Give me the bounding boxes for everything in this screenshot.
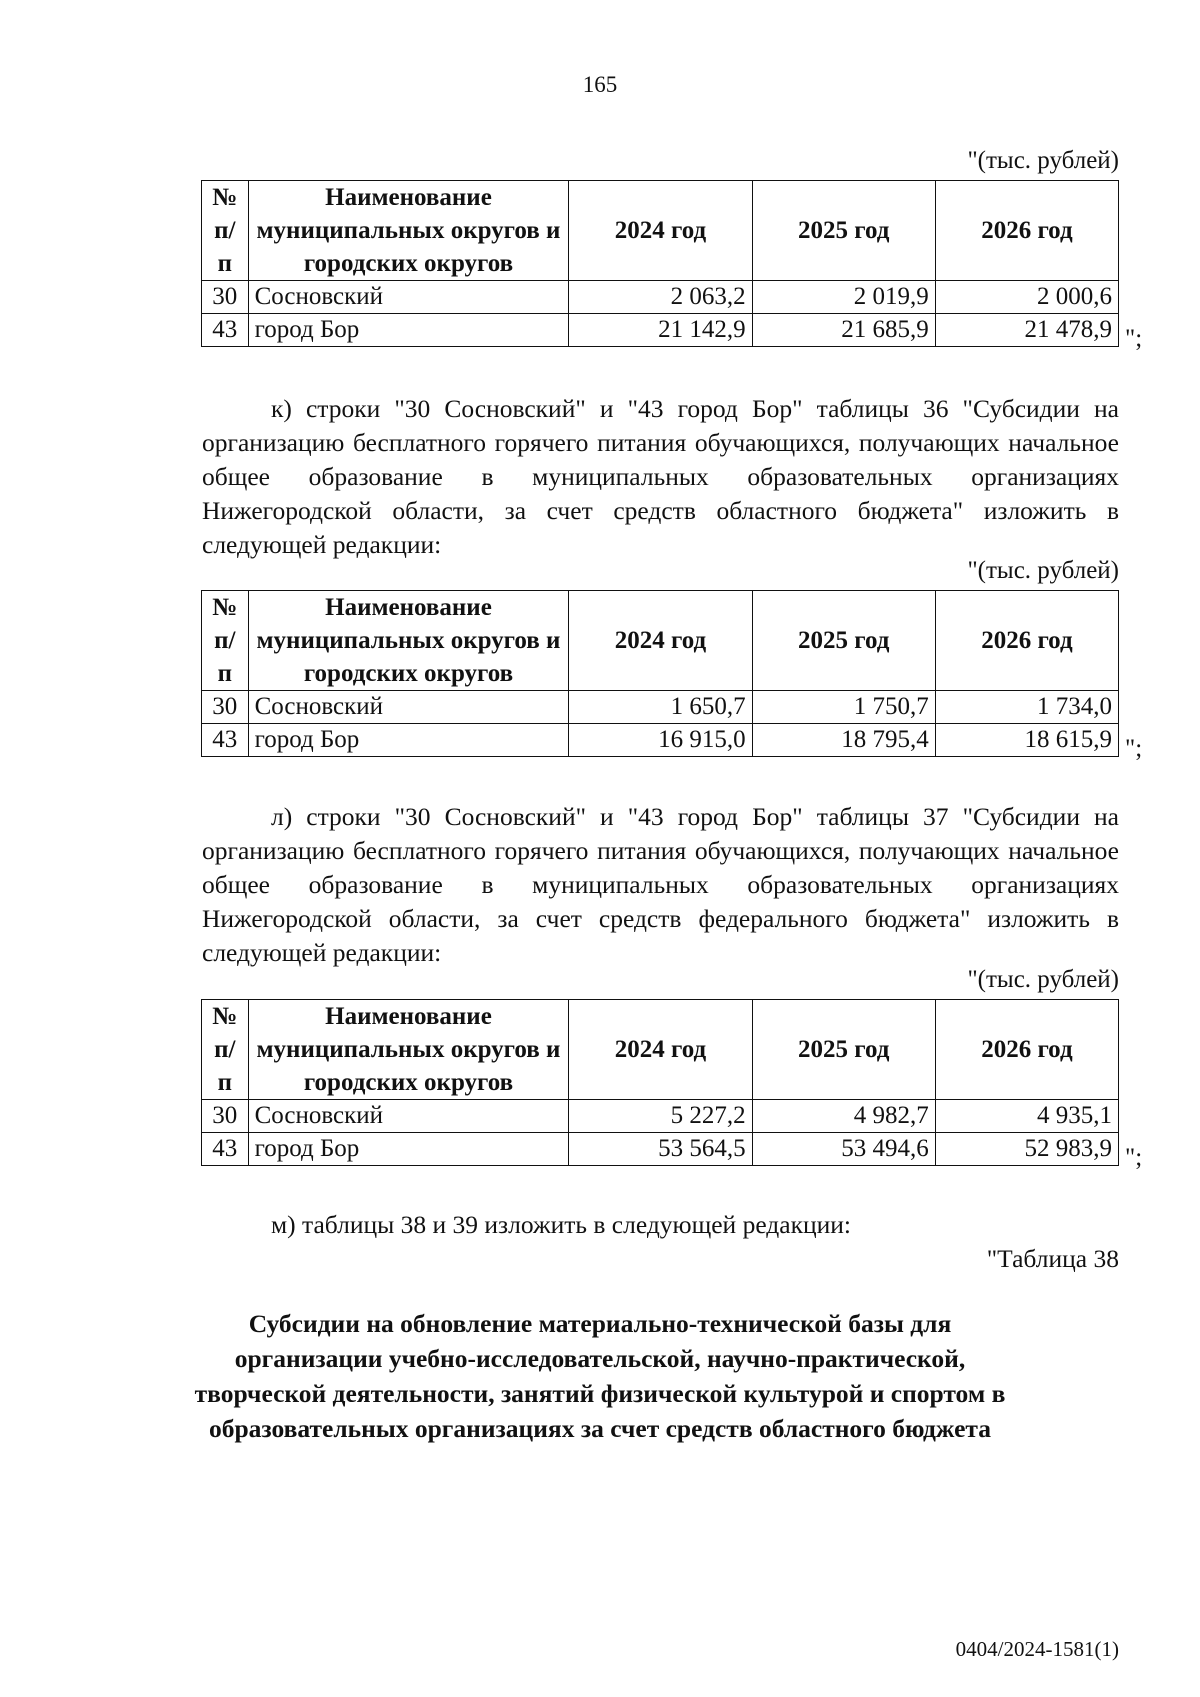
row-2026: 2 000,6 — [935, 281, 1118, 314]
header-2024: 2024 год — [569, 181, 752, 281]
unit-note: "(тыс. рублей) — [967, 557, 1119, 584]
row-no: 30 — [202, 281, 249, 314]
header-2025: 2025 год — [752, 1000, 935, 1100]
row-2025: 21 685,9 — [752, 314, 935, 347]
paragraph-m: м) таблицы 38 и 39 изложить в следующей редакции: — [271, 1210, 852, 1239]
data-table-1 — [201, 180, 1119, 347]
header-2026: 2026 год — [935, 1000, 1118, 1100]
paragraph-k: к) строки "30 Сосновский" и "43 город Бор" таблицы 36 "Субсидии на организацию бесплатного горячего питания обучающихся, получающих начальное общее образование в муниципальных образовательных организациях Нижегородской области, за счет средств областного бюджета" изложить в следующей редакции: — [202, 394, 1119, 559]
header-no: № п/п — [202, 181, 249, 281]
row-2024: 5 227,2 — [569, 1100, 752, 1133]
document-code: 0404/2024-1581(1) — [955, 1637, 1119, 1661]
row-no: 43 — [202, 1133, 249, 1166]
row-name: город Бор — [248, 724, 569, 757]
row-2026: 21 478,9 — [935, 314, 1118, 347]
table-row — [202, 1133, 1119, 1166]
data-table-2 — [201, 590, 1119, 757]
table-caption: "Таблица 38 — [986, 1244, 1119, 1273]
close-mark: "; — [1125, 325, 1143, 352]
table-row — [202, 724, 1119, 757]
close-mark: "; — [1125, 1144, 1143, 1171]
header-2024: 2024 год — [569, 1000, 752, 1100]
table-header-row — [202, 591, 1119, 691]
row-2026: 1 734,0 — [935, 691, 1118, 724]
table-header-row — [202, 1000, 1119, 1100]
row-2024: 53 564,5 — [569, 1133, 752, 1166]
header-2026: 2026 год — [935, 181, 1118, 281]
row-no: 30 — [202, 1100, 249, 1133]
row-2025: 2 019,9 — [752, 281, 935, 314]
row-2026: 52 983,9 — [935, 1133, 1118, 1166]
row-no: 30 — [202, 691, 249, 724]
row-2026: 18 615,9 — [935, 724, 1118, 757]
header-2025: 2025 год — [752, 591, 935, 691]
row-2025: 18 795,4 — [752, 724, 935, 757]
row-2026: 4 935,1 — [935, 1100, 1118, 1133]
header-no: № п/п — [202, 1000, 249, 1100]
data-table-3 — [201, 999, 1119, 1166]
unit-note: "(тыс. рублей) — [967, 966, 1119, 993]
row-2025: 53 494,6 — [752, 1133, 935, 1166]
table-header-row — [202, 181, 1119, 281]
header-name: Наименование муниципальных округов и городских округов — [248, 591, 569, 691]
header-2025: 2025 год — [752, 181, 935, 281]
row-2024: 2 063,2 — [569, 281, 752, 314]
close-mark: "; — [1125, 735, 1143, 762]
page-number: 165 — [582, 72, 618, 97]
header-no: № п/п — [202, 591, 249, 691]
table-row — [202, 314, 1119, 347]
row-name: Сосновский — [248, 1100, 569, 1133]
row-name: город Бор — [248, 1133, 569, 1166]
row-2024: 21 142,9 — [569, 314, 752, 347]
unit-note: "(тыс. рублей) — [967, 147, 1119, 174]
table-row — [202, 281, 1119, 314]
row-name: город Бор — [248, 314, 569, 347]
row-name: Сосновский — [248, 281, 569, 314]
paragraph-l: л) строки "30 Сосновский" и "43 город Бор" таблицы 37 "Субсидии на организацию бесплатного горячего питания обучающихся, получающих начальное общее образование в муниципальных образовательных организациях Нижегородской области, за счет средств федерального бюджета" изложить в следующей редакции: — [202, 802, 1119, 967]
table-row — [202, 691, 1119, 724]
header-2024: 2024 год — [569, 591, 752, 691]
row-2025: 1 750,7 — [752, 691, 935, 724]
section-title: Субсидии на обновление материально-технической базы для организации учебно-исследовательской, научно-практической, творческой деятельности, занятий физической культурой и спортом в образовательных организациях за счет средств областного бюджета — [194, 1309, 1006, 1443]
header-name: Наименование муниципальных округов и городских округов — [248, 1000, 569, 1100]
row-name: Сосновский — [248, 691, 569, 724]
table-row — [202, 1100, 1119, 1133]
row-2024: 1 650,7 — [569, 691, 752, 724]
row-2024: 16 915,0 — [569, 724, 752, 757]
header-2026: 2026 год — [935, 591, 1118, 691]
row-no: 43 — [202, 314, 249, 347]
header-name: Наименование муниципальных округов и городских округов — [248, 181, 569, 281]
row-2025: 4 982,7 — [752, 1100, 935, 1133]
row-no: 43 — [202, 724, 249, 757]
